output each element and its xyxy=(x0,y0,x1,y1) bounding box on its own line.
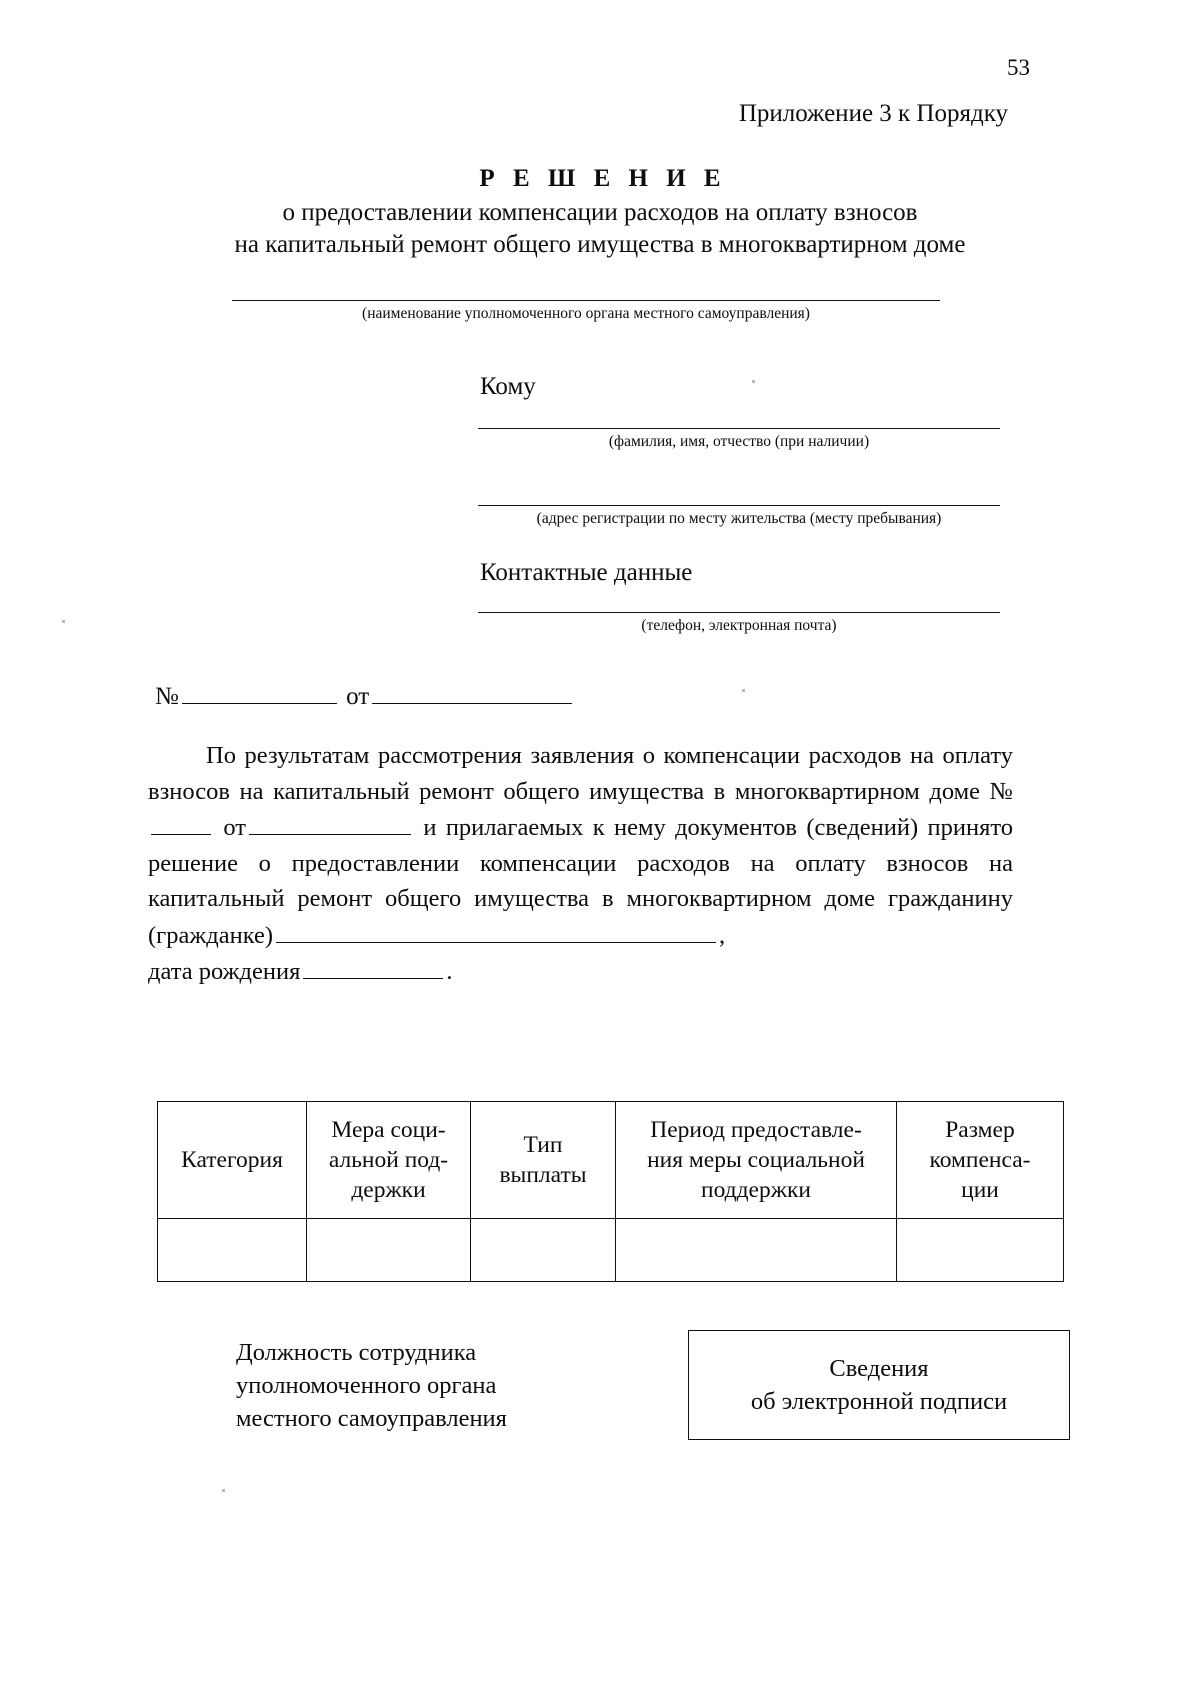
body-part-2: и прилагаемых к нему документов (сведений) принято решение о предоставлении компенсации расходов на оплату взносов на капитальный ремонт общего имущества в многоквартирном доме гражданину (гражданке) xyxy=(148,814,1014,949)
table-header-period-line-1: Период предоставле- xyxy=(650,1117,862,1143)
reference-line xyxy=(155,678,575,712)
table-header-support-measure xyxy=(307,1102,471,1219)
body-part-1: По результатам рассмотрения заявления о компенсации расходов на оплату взносов на капитальный ремонт общего имущества в многоквартирном доме xyxy=(148,742,1013,805)
body-birthdate-blank[interactable] xyxy=(303,953,443,979)
table-header-category-line-1: Категория xyxy=(181,1147,283,1173)
contacts-caption: (телефон, электронная почта) xyxy=(641,617,837,634)
table-header-support-measure-line-3: держки xyxy=(351,1177,426,1203)
table-header-payment-type-line-2: выплаты xyxy=(499,1162,587,1188)
document-subtitle-line-1: о предоставлении компенсации расходов на оплату взносов xyxy=(282,199,918,226)
table-header-support-measure-line-2: альной под- xyxy=(328,1147,449,1173)
table-header-support-measure-line-1: Мера соци- xyxy=(331,1117,446,1143)
body-comma: , xyxy=(719,921,726,949)
addressee-label: Кому xyxy=(480,373,536,400)
table-header-amount-line-1: Размер xyxy=(945,1117,1015,1143)
reference-date-label: от xyxy=(346,683,370,710)
electronic-signature-box xyxy=(688,1330,1070,1440)
compensation-table xyxy=(157,1101,1064,1282)
reference-number-blank[interactable] xyxy=(182,678,337,704)
body-birthdate-label: дата рождения xyxy=(148,958,301,985)
scan-speckle xyxy=(752,380,755,383)
official-position-block xyxy=(236,1336,566,1435)
official-position-line-3: местного самоуправления xyxy=(236,1405,507,1432)
contacts-rule[interactable] xyxy=(478,612,1000,613)
reference-number-label: № xyxy=(155,683,179,710)
table-header-amount-line-2: компенса- xyxy=(929,1147,1031,1173)
table-cell-amount[interactable] xyxy=(897,1219,1064,1282)
table-header-amount-line-3: ции xyxy=(961,1177,999,1203)
body-house-number-label: № xyxy=(989,777,1013,805)
electronic-signature-line-1: Сведения xyxy=(829,1355,929,1382)
body-citizen-name-blank[interactable] xyxy=(276,917,716,943)
table-header-period-line-3: поддержки xyxy=(701,1177,811,1203)
official-position-line-2: уполномоченного органа xyxy=(236,1372,497,1399)
scan-speckle xyxy=(222,1489,225,1492)
table-header-amount xyxy=(897,1102,1064,1219)
reference-date-blank[interactable] xyxy=(372,678,572,704)
table-cell-support-measure[interactable] xyxy=(307,1219,471,1282)
body-paragraph xyxy=(148,738,1013,990)
table-header-period xyxy=(616,1102,897,1219)
electronic-signature-line-2: об электронной подписи xyxy=(750,1388,1008,1415)
contacts-label: Контактные данные xyxy=(480,559,693,586)
table-header-row xyxy=(158,1102,1064,1219)
body-period: . xyxy=(446,958,453,985)
table-header-category xyxy=(158,1102,307,1219)
table-header-payment-type xyxy=(471,1102,616,1219)
scan-speckle xyxy=(742,689,745,692)
table-cell-payment-type[interactable] xyxy=(471,1219,616,1282)
document-subtitle-line-2: на капитальный ремонт общего имущества в многоквартирном доме xyxy=(234,231,966,258)
addressee-address-rule[interactable] xyxy=(478,505,1000,506)
table-row xyxy=(158,1219,1064,1282)
addressee-fio-caption: (фамилия, имя, отчество (при наличии) xyxy=(608,433,870,450)
appendix-reference: Приложение 3 к Порядку xyxy=(738,100,1008,127)
page-number: 53 xyxy=(1007,55,1030,80)
addressee-fio-rule[interactable] xyxy=(478,428,1000,429)
body-date-blank[interactable] xyxy=(249,809,411,835)
organization-name-caption: (наименование уполномоченного органа местного самоуправления) xyxy=(362,305,810,322)
document-title: Р Е Ш Е Н И Е xyxy=(479,165,727,192)
scan-speckle xyxy=(62,620,65,623)
body-house-number-blank[interactable] xyxy=(151,809,211,835)
table-cell-period[interactable] xyxy=(616,1219,897,1282)
addressee-address-caption: (адрес регистрации по месту жительства (месту пребывания) xyxy=(536,510,942,527)
body-date-label: от xyxy=(223,814,246,841)
official-position-line-1: Должность сотрудника xyxy=(236,1339,477,1366)
electronic-signature-text xyxy=(751,1352,1007,1418)
table-header-period-line-2: ния меры социальной xyxy=(647,1147,865,1173)
table-header-payment-type-line-1: Тип xyxy=(523,1132,563,1158)
table-cell-category[interactable] xyxy=(158,1219,307,1282)
organization-name-rule[interactable] xyxy=(232,300,940,301)
